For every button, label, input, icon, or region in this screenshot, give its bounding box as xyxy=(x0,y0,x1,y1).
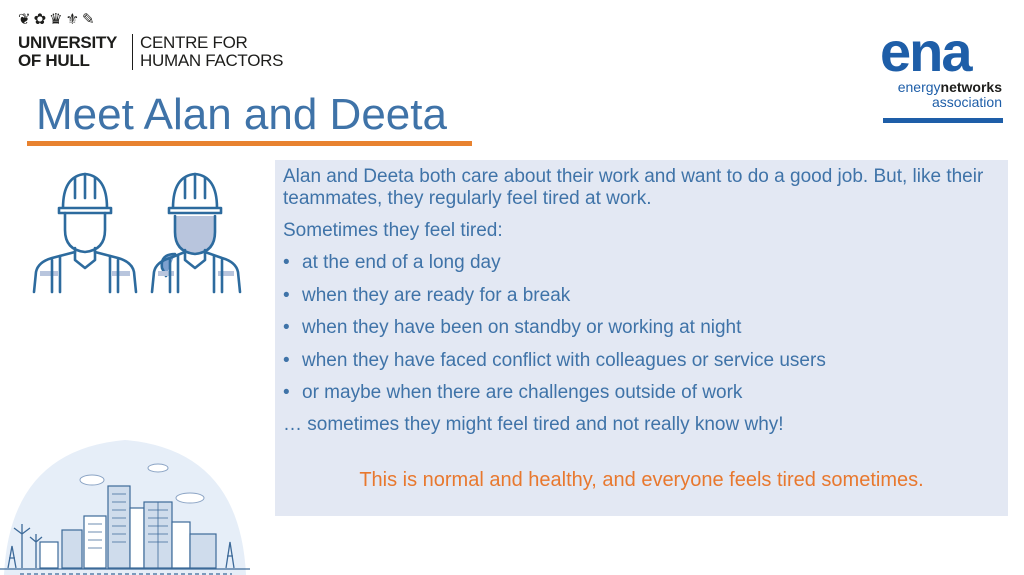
panel-intro: Alan and Deeta both care about their work and want to do a good job. But, like their teammates, they regularly feel tired at work. xyxy=(283,166,984,209)
hull-university-name xyxy=(18,34,117,70)
ena-logo-word: ena xyxy=(880,20,971,83)
bullet-dot: • xyxy=(283,317,290,338)
hull-name-line2: OF HULL xyxy=(18,51,90,70)
bullet-dot: • xyxy=(283,382,290,403)
hull-name-line1: UNIVERSITY xyxy=(18,33,118,52)
worker-deeta-icon xyxy=(152,174,240,292)
tiredness-info-panel: Alan and Deeta both care about their work and want to do a good job. But, like their teammates, they regularly feel tired at work. Sometimes they feel tired: • at the end of a long day • when they are ready for a break • when they have been on standby or working at night • when they have faced conflict with colleagues or service users • or maybe when there are challenges outside of work … sometimes they might feel tired and not really know why! This is normal and healthy, and everyone feels tired sometimes. xyxy=(275,160,1008,516)
hull-logo-divider xyxy=(132,34,133,70)
title-underline xyxy=(27,141,472,146)
panel-closing: … sometimes they might feel tired and not really know why! xyxy=(283,414,784,435)
panel-note: This is normal and healthy, and everyone feels tired sometimes. xyxy=(359,469,924,491)
centre-for-human-factors-name xyxy=(140,34,283,70)
two-workers-hardhat-icon xyxy=(30,168,245,296)
page-title: Meet Alan and Deeta xyxy=(36,90,447,139)
panel-lead: Sometimes they feel tired: xyxy=(283,220,503,241)
centre-name-line2: HUMAN FACTORS xyxy=(140,51,284,70)
ena-logo-line1 xyxy=(898,80,1002,95)
energy-networks-association-logo xyxy=(880,20,1006,126)
worker-alan-icon xyxy=(34,174,136,292)
ena-logo-networks: networks xyxy=(940,79,1002,95)
bullet-dot: • xyxy=(283,252,290,273)
bullet-dot: • xyxy=(283,285,290,306)
bullet-dot: • xyxy=(283,350,290,371)
city-energy-illustration xyxy=(0,438,250,575)
ena-logo-bar xyxy=(883,118,1003,123)
ena-logo-line2: association xyxy=(931,94,1002,110)
university-of-hull-logo xyxy=(18,12,308,72)
centre-name-line1: CENTRE FOR xyxy=(140,33,248,52)
hull-crest-icons: ❦✿♛⚜✎ xyxy=(18,11,98,28)
ena-logo-energy: energy xyxy=(897,79,941,95)
